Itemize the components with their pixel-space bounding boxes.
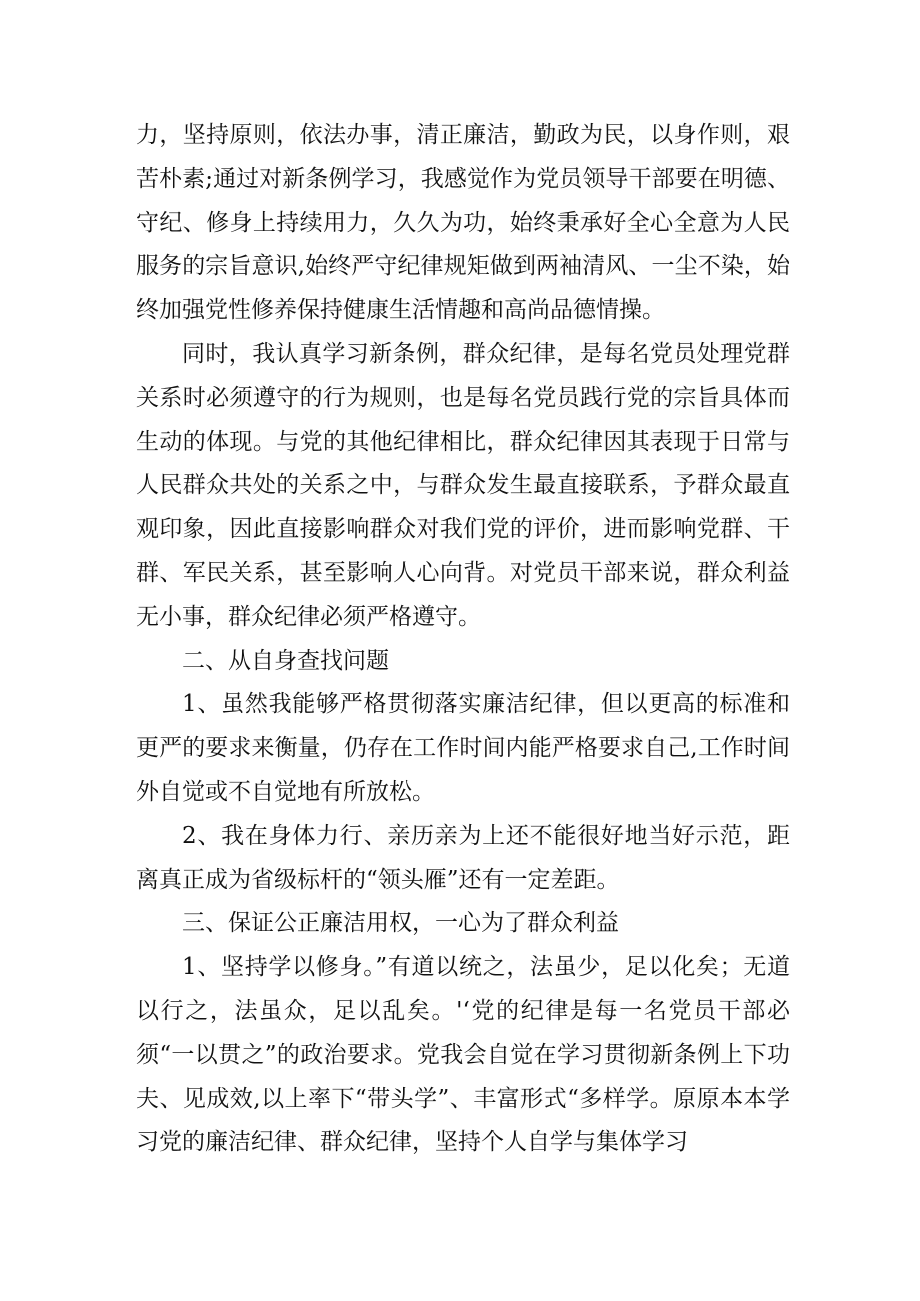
- paragraph-continued-duties: 力，坚持原则，依法办事，清正廉洁，勤政为民，以身作则，艰苦朴素;通过对新条例学习，我感觉作为党员领导干部要在明德、守纪、修身上持续用力，久久为功，始终秉承好全心全意为人民服务的宗旨意识,始终严守纪律规矩做到两袖清风、一尘不染，始终加强党性修养保持健康生活情趣和高尚品德情操。: [136, 122, 790, 324]
- paragraph-issue-2: 2、我在身体力行、亲历亲为上还不能很好地当好示范，距离真正成为省级标杆的“领头雁”还有一定差距。: [136, 822, 790, 893]
- section-heading-self-examination: 二、从自身查找问题: [182, 647, 389, 674]
- section-heading-integrity: 三、保证公正廉洁用权，一心为了群众利益: [182, 910, 619, 937]
- document-body: [136, 114, 790, 1165]
- paragraph-issue-1: 1、虽然我能够严格贯彻落实廉洁纪律，但以更高的标准和更严的要求来衡量，仍存在工作时间内能严格要求自己,工作时间外自觉或不自觉地有所放松。: [136, 691, 790, 805]
- paragraph-measure-1: 1、坚持学以修身。”有道以统之，法虽少，足以化矣；无道以行之，法虽众，足以乱矣。'‘党的纪律是每一名党员干部必须“一以贯之”的政治要求。党我会自觉在学习贯彻新条例上下功夫、见成效,以上率下“带头学”、丰富形式“多样学。原原本本学习党的廉洁纪律、群众纪律，坚持个人自学与集体学习: [136, 954, 790, 1156]
- paragraph-mass-discipline: 同时，我认真学习新条例，群众纪律，是每名党员处理党群关系时必须遵守的行为规则，也是每名党员践行党的宗旨具体而生动的体现。与党的其他纪律相比，群众纪律因其表现于日常与人民群众共处的关系之中，与群众发生最直接联系，予群众最直观印象，因此直接影响群众对我们党的评价，进而影响党群、干群、军民关系，甚至影响人心向背。对党员干部来说，群众利益无小事，群众纪律必须严格遵守。: [136, 340, 790, 630]
